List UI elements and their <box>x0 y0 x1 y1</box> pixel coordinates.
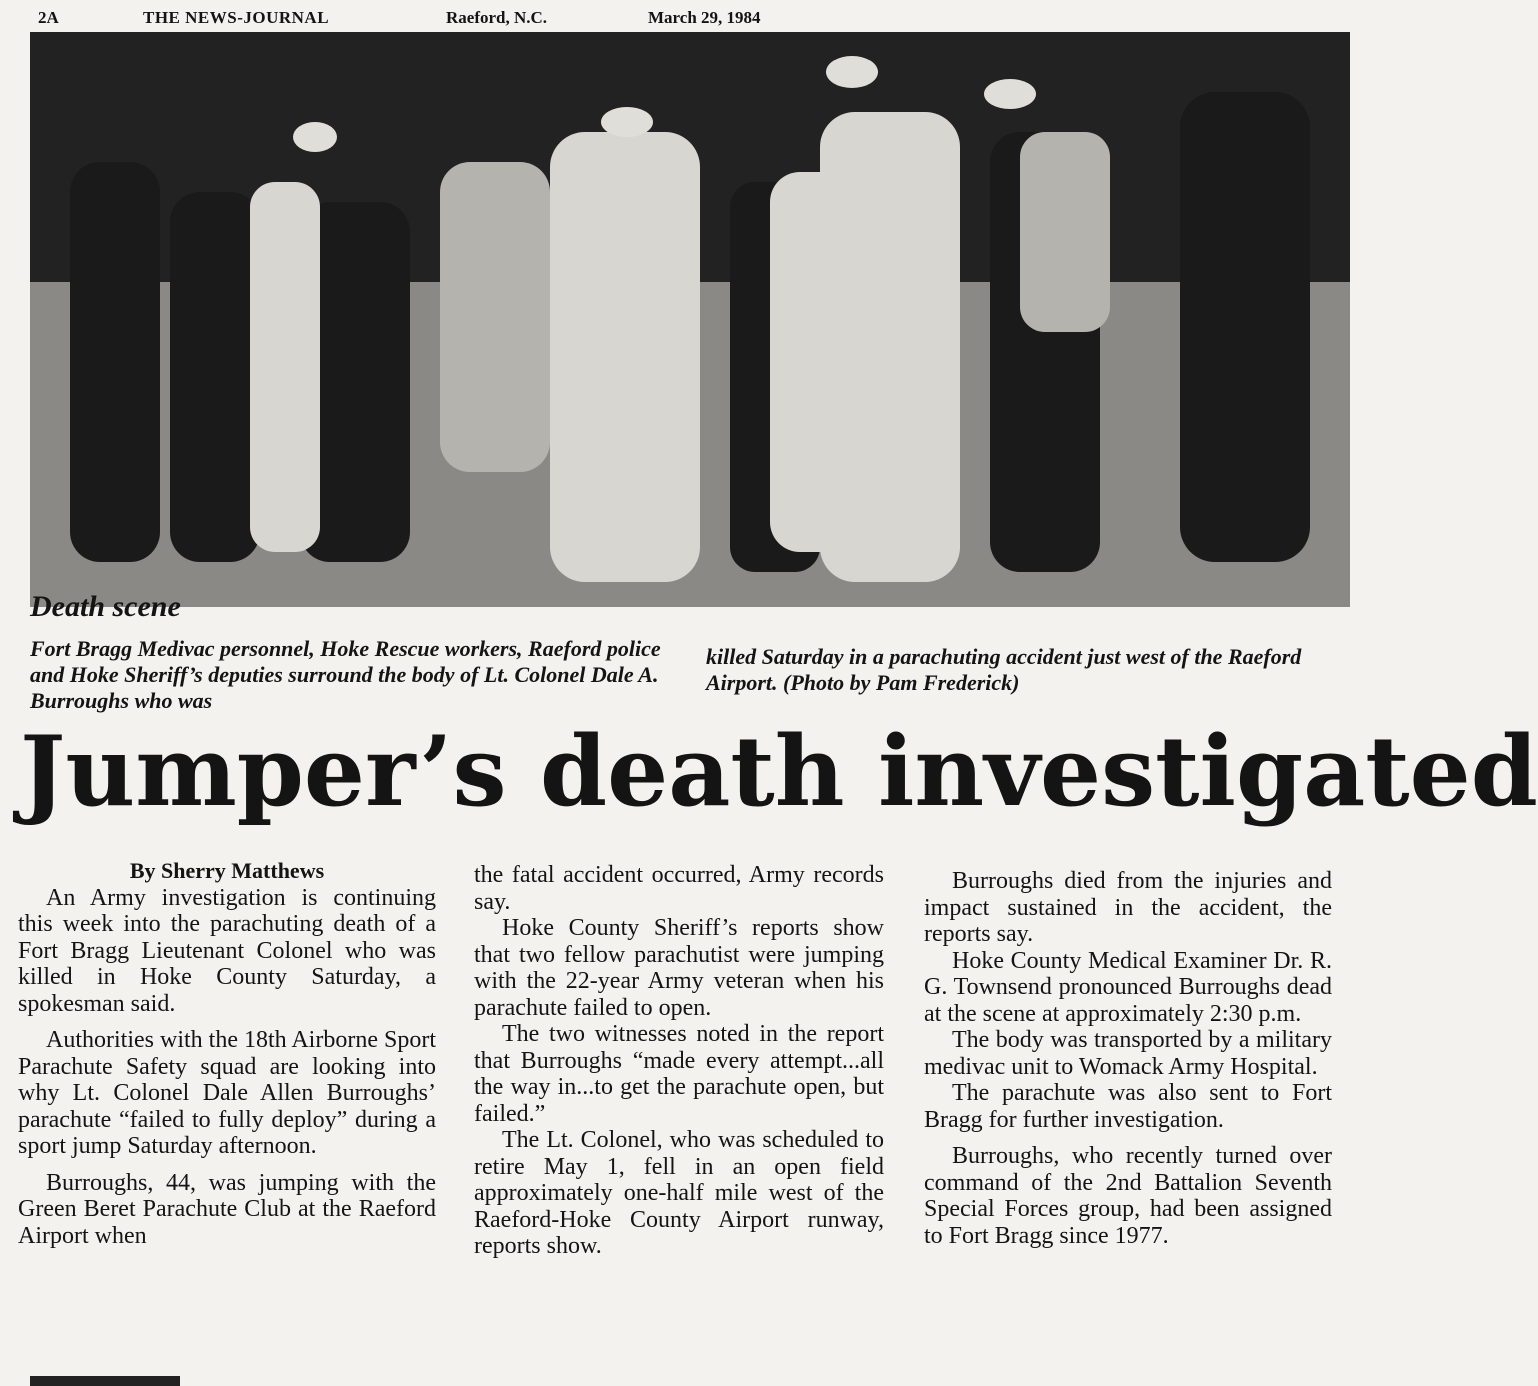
paragraph: Authorities with the 18th Airborne Sport Parachute Safety squad are looking into why Lt. Colonel Dale Allen Burroughs’ parachute “failed to fully deploy” during a sport jump Saturday afternoon. <box>18 1027 436 1159</box>
paragraph: Hoke County Sheriff’s reports show that two fellow parachutist were jumping with the 22-year Army veteran when his parachute failed to open. <box>474 915 884 1021</box>
dateline-place: Raeford, N.C. <box>446 8 548 27</box>
caption-text-right: killed Saturday in a parachuting accident just west of the Raeford Airport. (Photo by Pam Frederick) <box>706 644 1302 695</box>
paragraph: Burroughs, 44, was jumping with the Green Beret Parachute Club at the Raeford Airport when <box>18 1169 436 1249</box>
paragraph: The Lt. Colonel, who was scheduled to retire May 1, fell in an open field approximately one-half mile west of the Raeford-Hoke County Airport runway, reports show. <box>474 1127 884 1259</box>
paragraph: The body was transported by a military medivac unit to Womack Army Hospital. <box>924 1027 1332 1080</box>
next-headline-fragment <box>30 1376 180 1386</box>
paragraph: The two witnesses noted in the report that Burroughs “made every attempt...all the way in...to get the parachute open, but failed.” <box>474 1021 884 1127</box>
paragraph: Burroughs, who recently turned over command of the 2nd Battalion Seventh Special Forces group, had been assigned to Fort Bragg since 1977. <box>924 1143 1332 1249</box>
paragraph: the fatal accident occurred, Army records say. <box>474 862 884 915</box>
paragraph: Burroughs died from the injuries and impact sustained in the accident, the reports say. <box>924 868 1332 947</box>
article-column-2 <box>474 862 884 1260</box>
byline: By Sherry Matthews <box>129 858 325 883</box>
masthead <box>38 4 858 32</box>
paragraph: Hoke County Medical Examiner Dr. R. G. Townsend pronounced Burroughs dead at the scene at approximately 2:30 p.m. <box>924 947 1332 1027</box>
page-number: 2A <box>38 8 59 27</box>
news-photo <box>30 32 1350 607</box>
caption-title: Death scene <box>30 590 181 623</box>
caption-text-left: Fort Bragg Medivac personnel, Hoke Rescue workers, Raeford police and Hoke Sheriff’s deputies surround the body of Lt. Colonel Dale A. Burroughs who was <box>30 636 661 713</box>
issue-date: March 29, 1984 <box>648 8 761 27</box>
paragraph: The parachute was also sent to Fort Bragg for further investigation. <box>924 1080 1332 1133</box>
photo-of-death-scene-icon <box>30 32 1350 607</box>
headline: Jumper’s death investigated <box>20 715 1538 828</box>
paragraph: An Army investigation is continuing this week into the parachuting death of a Fort Bragg Lieutenant Colonel who was killed in Hoke County Saturday, a spokesman said. <box>18 884 436 1017</box>
article-column-3 <box>924 868 1332 1259</box>
newspaper-name: THE NEWS-JOURNAL <box>143 8 330 27</box>
article-column-1 <box>18 858 436 1259</box>
